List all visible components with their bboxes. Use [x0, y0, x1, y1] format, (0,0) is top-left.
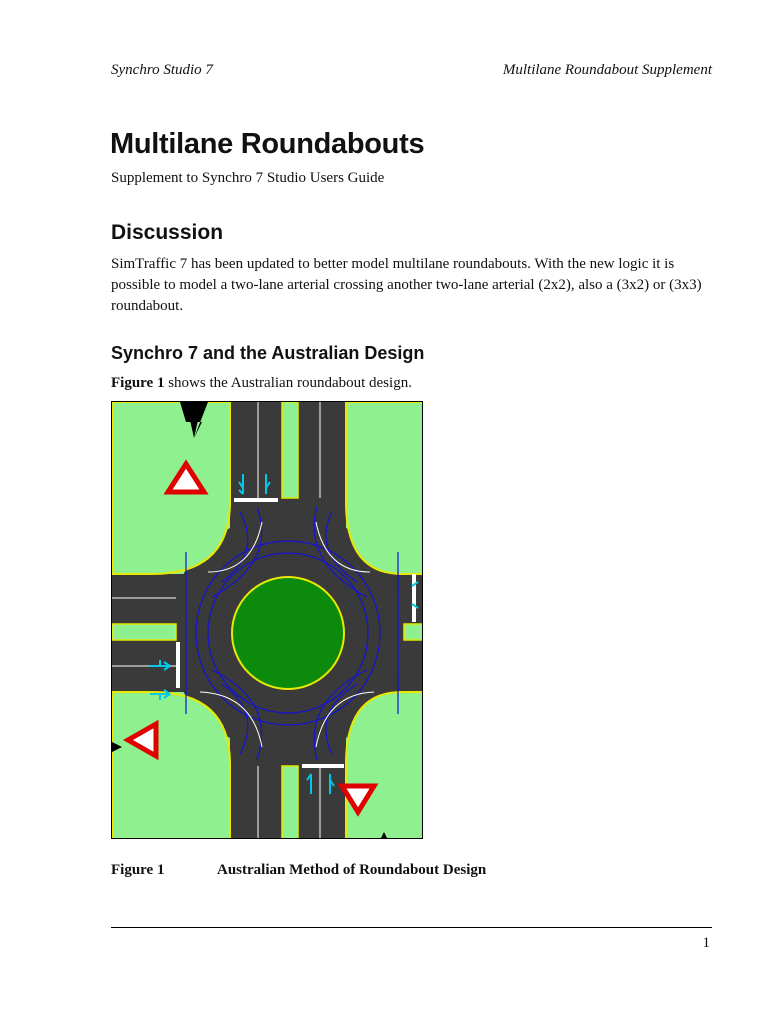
west-splitter [112, 624, 176, 640]
discussion-heading: Discussion [111, 221, 224, 244]
south-splitter [282, 766, 298, 839]
east-splitter [404, 624, 423, 640]
figure-ref-rest: shows the Australian roundabout design. [164, 375, 412, 391]
section-heading: Synchro 7 and the Australian Design [111, 343, 425, 363]
caption-text: Australian Method of Roundabout Design [217, 862, 487, 878]
stop-bar-north [234, 498, 278, 502]
header-left: Synchro Studio 7 [111, 62, 213, 78]
central-island [232, 577, 344, 689]
grass-corner-ne [346, 402, 423, 574]
discussion-paragraph: SimTraffic 7 has been updated to better model multilane roundabouts. With the new logic it is possible to model a two-lane arterial crossing another two-lane arterial (2x2), also a (3x2) or (3x3) roundabout. [111, 256, 702, 314]
grass-corner-sw [112, 692, 230, 839]
subtitle: Supplement to Synchro 7 Studio Users Guide [111, 170, 385, 186]
grass-corner-se [346, 692, 423, 839]
header-right: Multilane Roundabout Supplement [502, 62, 712, 78]
stop-bar-west [176, 642, 180, 688]
page-title: Multilane Roundabouts [110, 128, 425, 160]
roundabout-figure [111, 401, 423, 839]
north-splitter [282, 402, 298, 498]
figure-reference [111, 375, 412, 392]
roundabout-diagram [112, 402, 423, 839]
page-number: 1 [702, 935, 710, 951]
footer-rule [111, 927, 712, 928]
stop-bar-south [302, 764, 344, 768]
stop-bar-east [412, 574, 416, 622]
caption-number: Figure 1 [111, 862, 165, 878]
figure-ref-bold: Figure 1 [111, 375, 165, 391]
